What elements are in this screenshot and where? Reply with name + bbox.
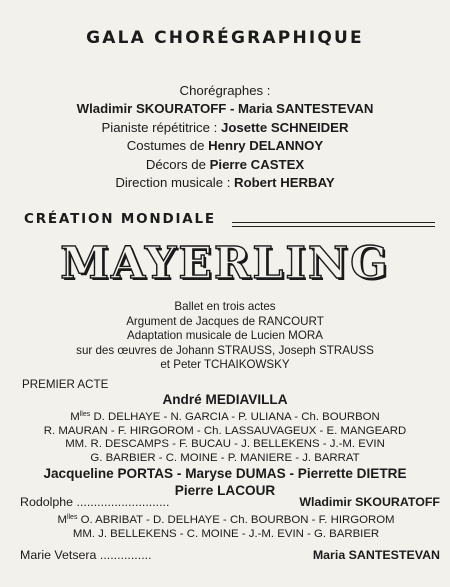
ensemble-line-2: R. MAURAN - F. HIRGOROM - Ch. LASSAUVAGEUX - E. MANGEARD [43,424,407,437]
choreographers-label: Chorégraphes : [179,83,271,98]
role-sub-line-2: MM. J. BELLEKENS - C. MOINE - J.-M. EVIN - G. BARBIER [72,527,380,540]
role-sub-line-1 [12,511,440,528]
ballet-argument: Argument de Jacques de RANCOURT [126,314,324,328]
costumes-name: Henry DELANNOY [208,138,324,154]
ballet-info [0,300,450,373]
credits-block [0,82,450,192]
ballet-works-1: sur des œuvres de Johann STRAUSS, Joseph STRAUSS [76,343,374,357]
act-cast [0,391,450,499]
creation-mondiale-heading: CRÉATION MONDIALE [24,211,216,227]
pianist-label: Pianiste répétitrice : [101,119,218,135]
roles-mlles-sup: lles [66,514,78,521]
lead-dancer: André MEDIAVILLA [162,392,288,407]
ballet-works-2: et Peter TCHAIKOWSKY [160,358,290,372]
music-name: Robert HERBAY [234,175,335,191]
choreographers-names [0,100,450,118]
choreographers: Wladimir SKOURATOFF - Maria SANTESTEVAN [76,101,374,117]
ensemble-1-names: D. DELHAYE - N. GARCIA - P. ULIANA - Ch. BOURBON [93,411,380,423]
decors-label: Décors de [145,156,206,172]
role-rodolphe [20,494,440,511]
gala-title: GALA CHORÉGRAPHIQUE [86,28,364,48]
ensemble-line-1 [0,408,450,425]
heading-divider [232,222,435,227]
ensemble-line-4: G. BARBIER - C. MOINE - P. MANIERE - J. BARRAT [90,451,360,464]
costumes-line [0,137,450,155]
mlles-sup: lles [79,411,91,418]
music-label: Direction musicale : [115,175,231,191]
ballet-adaptation: Adaptation musicale de Lucien MORA [127,329,323,343]
role-rodolphe-dancer: Wladimir SKOURATOFF [299,495,440,509]
soloists-line: Jacqueline PORTAS - Maryse DUMAS - Pierrette DIETRE [43,466,407,482]
role-vetsera-label: Marie Vetsera ............... [20,548,152,563]
role-sub-1-names: O. ABRIBAT - D. DELHAYE - Ch. BOURBON - F. HIRGOROM [80,514,395,526]
roles-mlles-prefix: M [57,514,67,526]
ballet-title: MAYERLING [60,238,390,289]
role-vetsera-dancer: Maria SANTESTEVAN [312,548,440,563]
decors-name: Pierre CASTEX [209,156,305,172]
costumes-label: Costumes de [126,138,205,154]
act-label: PREMIER ACTE [22,378,109,391]
pianist-line [0,119,450,137]
soloist-lacour: Pierre LACOUR [174,483,276,499]
ballet-subtitle: Ballet en trois actes [174,300,276,313]
ensemble-line-3: MM. R. DESCAMPS - F. BUCAU - J. BELLEKENS - J.-M. EVIN [65,438,385,451]
roles-list [20,494,440,564]
mlles-prefix: M [70,411,80,423]
role-vetsera [20,547,440,564]
music-line [0,174,450,192]
role-rodolphe-label: Rodolphe ........................... [20,495,170,509]
pianist-name: Josette SCHNEIDER [220,119,349,135]
decors-line [0,156,450,174]
